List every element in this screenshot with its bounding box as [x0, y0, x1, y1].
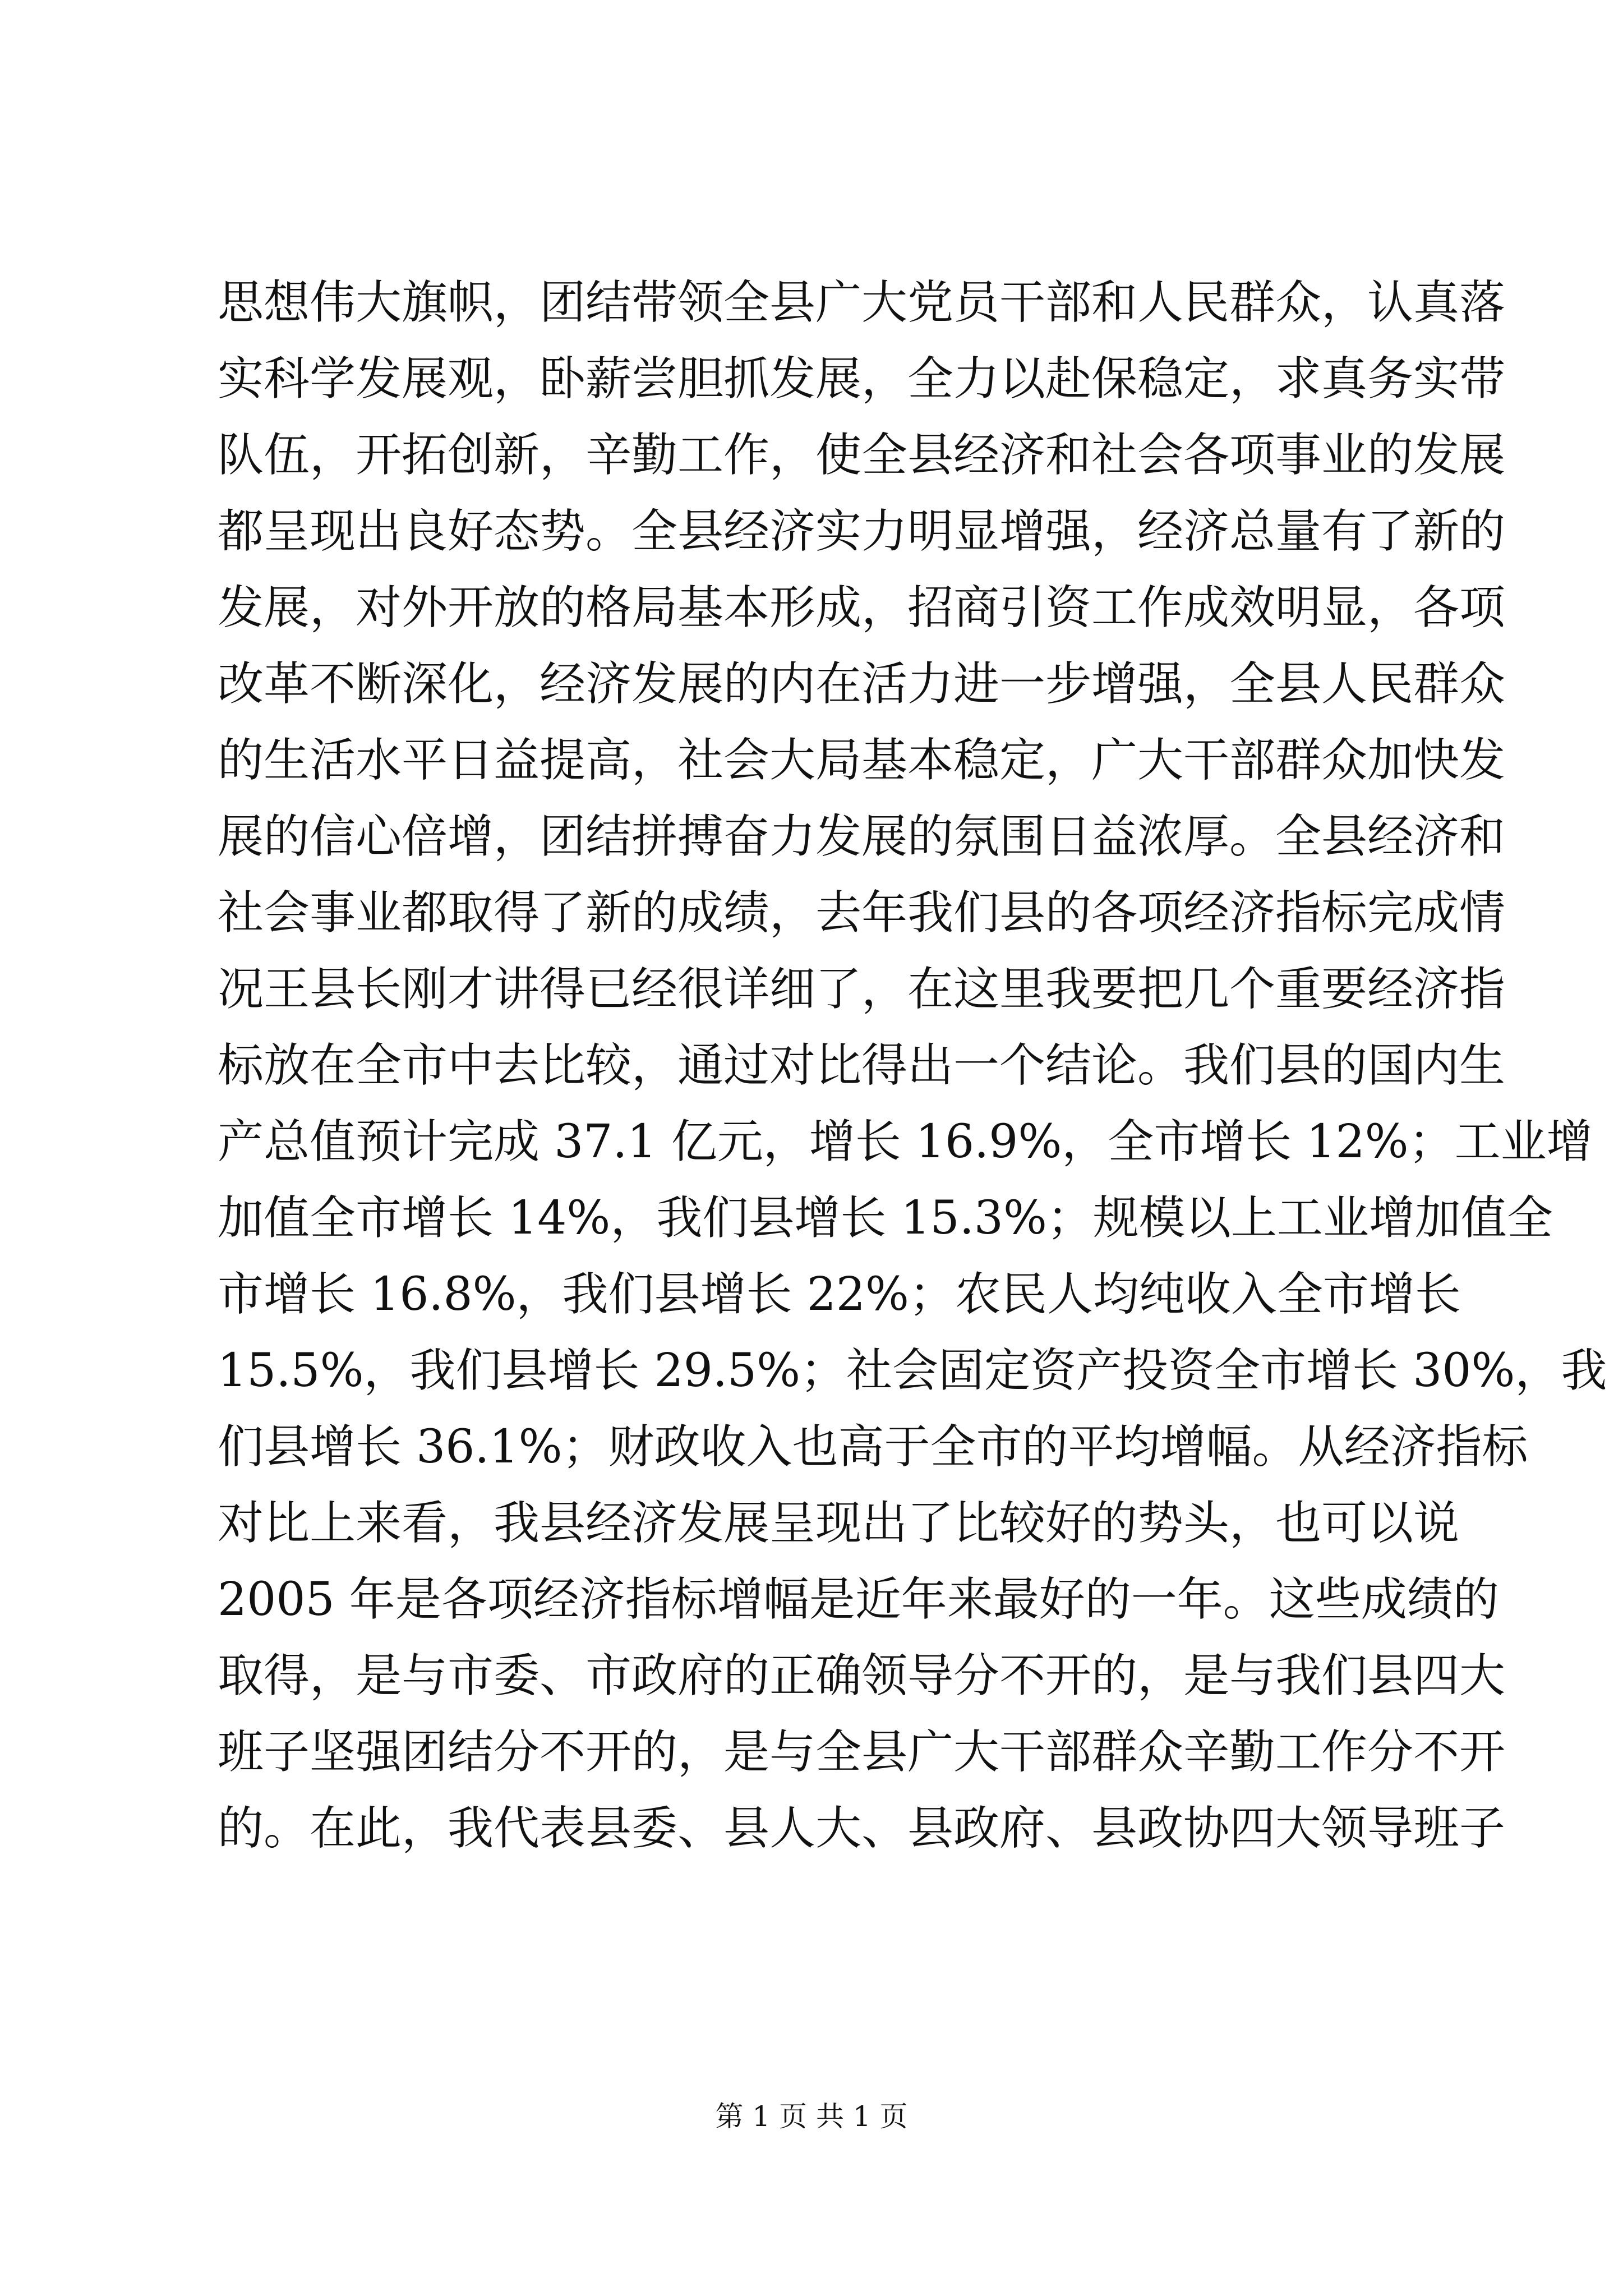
text-line: 标放在全市中去比较，通过对比得出一个结论。我们县的国内生 — [218, 1039, 1506, 1092]
text-line: 队伍，开拓创新，辛勤工作，使全县经济和社会各项事业的发展 — [218, 429, 1506, 482]
body-text — [218, 265, 1607, 1867]
page-footer — [0, 2097, 1623, 2136]
text-line: 实科学发展观，卧薪尝胆抓发展，全力以赴保稳定，求真务实带 — [218, 352, 1506, 406]
text-line: 市增长 16.8%，我们县增长 22%；农民人均纯收入全市增长 — [218, 1268, 1461, 1321]
text-line: 们县增长 36.1%；财政收入也高于全市的平均增幅。从经济指标 — [218, 1420, 1528, 1474]
text-line: 发展，对外开放的格局基本形成，招商引资工作成效明显，各项 — [218, 581, 1506, 634]
text-line: 班子坚强团结分不开的，是与全县广大干部群众辛勤工作分不开 — [218, 1726, 1506, 1779]
text-line: 产总值预计完成 37.1 亿元，增长 16.9%，全市增长 12%；工业增 — [218, 1115, 1593, 1168]
text-line: 况王县长刚才讲得已经很详细了，在这里我要把几个重要经济指 — [218, 963, 1506, 1016]
text-line: 社会事业都取得了新的成绩，去年我们县的各项经济指标完成情 — [218, 886, 1506, 940]
text-line: 改革不断深化，经济发展的内在活力进一步增强，全县人民群众 — [218, 657, 1506, 711]
text-line: 都呈现出良好态势。全县经济实力明显增强，经济总量有了新的 — [218, 505, 1506, 558]
text-line: 15.5%，我们县增长 29.5%；社会固定资产投资全市增长 30%，我 — [218, 1344, 1607, 1397]
text-line: 的生活水平日益提高，社会大局基本稳定，广大干部群众加快发 — [218, 734, 1506, 787]
text-line: 加值全市增长 14%，我们县增长 15.3%；规模以上工业增加值全 — [218, 1191, 1553, 1245]
text-line: 取得，是与市委、市政府的正确领导分不开的，是与我们县四大 — [218, 1649, 1506, 1703]
text-line: 思想伟大旗帜，团结带领全县广大党员干部和人民群众，认真落 — [218, 276, 1506, 329]
text-line: 2005 年是各项经济指标增幅是近年来最好的一年。这些成绩的 — [218, 1573, 1499, 1626]
text-line: 对比上来看，我县经济发展呈现出了比较好的势头，也可以说 — [218, 1497, 1460, 1550]
text-line: 的。在此，我代表县委、县人大、县政府、县政协四大领导班子 — [218, 1802, 1506, 1855]
text-line: 展的信心倍增，团结拼搏奋力发展的氛围日益浓厚。全县经济和 — [218, 810, 1506, 863]
page-number-label: 第 1 页 共 1 页 — [715, 2100, 908, 2133]
